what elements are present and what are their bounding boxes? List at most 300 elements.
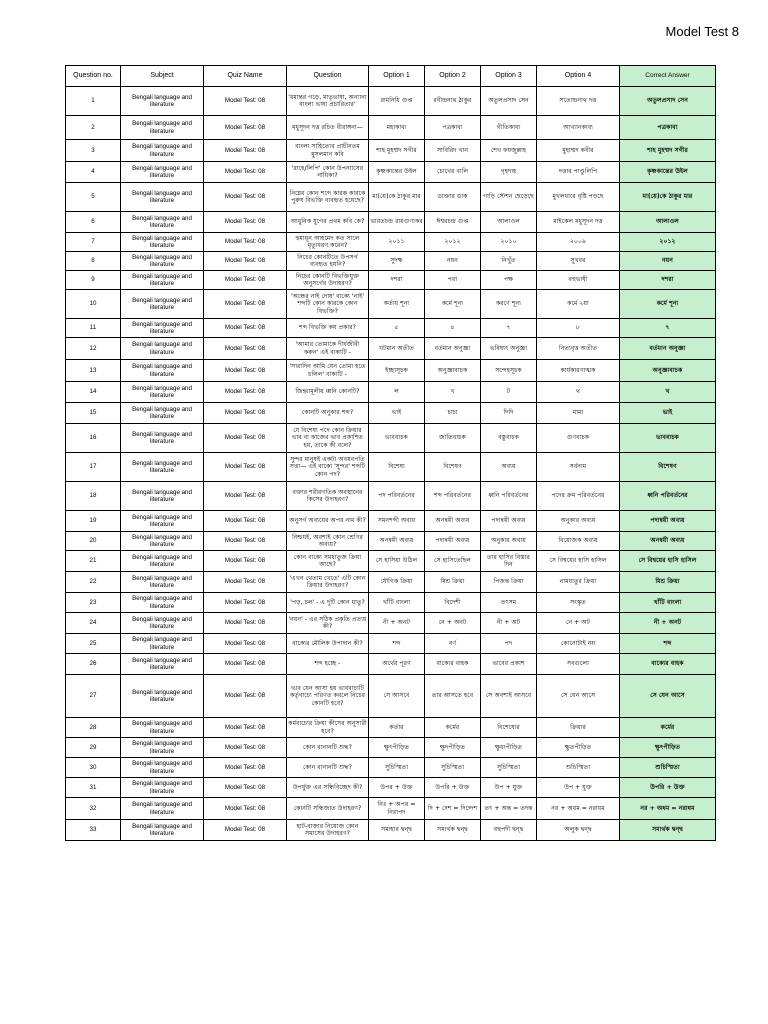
option-4-cell: মামা xyxy=(537,403,620,424)
option-2-cell: শব্দ পরিবর্তনের xyxy=(425,482,481,511)
option-2-cell: ৪ xyxy=(425,319,481,338)
option-4-cell: বিয়োজক অব্যয় xyxy=(537,532,620,551)
question-number-cell: 7 xyxy=(66,233,121,252)
quiz-name-cell: Model Test: 08 xyxy=(204,140,287,162)
question-number-cell: 28 xyxy=(66,718,121,738)
option-3-cell: ২০১০ xyxy=(481,233,537,252)
correct-answer-cell: কৃষ্ণকান্তের উইল xyxy=(620,162,716,183)
option-1-cell: কৃষ্ণকান্তের উইল xyxy=(369,162,425,183)
header-option-3: Option 3 xyxy=(481,66,537,87)
question-text-cell: 'পড়, চল' - এ দুটি কোন ধাতু? xyxy=(287,593,369,613)
option-2-cell: তার আসতে হবে xyxy=(425,675,481,718)
subject-cell: Bengali language and literature xyxy=(121,252,204,271)
table-row xyxy=(66,212,716,233)
quiz-name-cell: Model Test: 08 xyxy=(204,718,287,738)
quiz-name-cell: Model Test: 08 xyxy=(204,233,287,252)
option-2-cell: দি + দেশ = দিগ্দেশ xyxy=(425,798,481,820)
question-number-cell: 13 xyxy=(66,360,121,382)
table-row xyxy=(66,453,716,482)
table-row xyxy=(66,675,716,718)
table-row xyxy=(66,183,716,212)
subject-cell: Bengali language and literature xyxy=(121,758,204,778)
option-3-cell: ট xyxy=(481,382,537,403)
table-row xyxy=(66,634,716,654)
table-row xyxy=(66,593,716,613)
option-3-cell: দিদি xyxy=(481,403,537,424)
correct-answer-cell: সে বিশ্বয়ের হাসি হাসিল xyxy=(620,551,716,572)
option-2-cell: উপরি + উক্ত xyxy=(425,778,481,798)
option-2-cell: নয়ন xyxy=(425,252,481,271)
table-row xyxy=(66,798,716,820)
quiz-name-cell: Model Test: 08 xyxy=(204,738,287,758)
option-3-cell: অব্যয় xyxy=(481,453,537,482)
question-number-cell: 2 xyxy=(66,116,121,140)
option-1-cell: অনন্বয়ী অব্যয় xyxy=(369,532,425,551)
correct-answer-cell: দশরা xyxy=(620,271,716,290)
option-1-cell: উপর + উক্ত xyxy=(369,778,425,798)
question-text-cell: কোন বানানটি শুদ্ধ? xyxy=(287,738,369,758)
subject-cell: Bengali language and literature xyxy=(121,634,204,654)
correct-answer-cell: শাহ মুহম্মদ সগীর xyxy=(620,140,716,162)
option-4-cell: সে যেন আসে xyxy=(537,675,620,718)
correct-answer-cell: ক্ষুৎপীড়িত xyxy=(620,738,716,758)
question-number-cell: 4 xyxy=(66,162,121,183)
option-4-cell: সর্বনাম xyxy=(537,453,620,482)
question-number-cell: 33 xyxy=(66,820,121,841)
question-number-cell: 31 xyxy=(66,778,121,798)
option-1-cell: সমাহার দ্বন্দ্ব xyxy=(369,820,425,841)
quiz-name-cell: Model Test: 08 xyxy=(204,820,287,841)
option-3-cell: বিশেষ্যের xyxy=(481,718,537,738)
option-1-cell: ভারতচন্দ্র রায়গুণাকর xyxy=(369,212,425,233)
option-1-cell: অর্থের পূরণ xyxy=(369,654,425,675)
option-3-cell: নিখুঁত xyxy=(481,252,537,271)
correct-answer-cell: খাঁটি বাংলা xyxy=(620,593,716,613)
question-number-cell: 3 xyxy=(66,140,121,162)
option-2-cell: নে + অনট xyxy=(425,613,481,634)
subject-cell: Bengali language and literature xyxy=(121,572,204,593)
question-number-cell: 8 xyxy=(66,252,121,271)
option-2-cell: কর্মে শূন্য xyxy=(425,290,481,319)
subject-cell: Bengali language and literature xyxy=(121,675,204,718)
question-number-cell: 11 xyxy=(66,319,121,338)
question-text-cell: কোনটি অনুকার শব্দ? xyxy=(287,403,369,424)
option-4-cell: কোনোটাই নয় xyxy=(537,634,620,654)
option-1-cell: কর্তায় শূন্য xyxy=(369,290,425,319)
subject-cell: Bengali language and literature xyxy=(121,798,204,820)
option-4-cell: নিত্যবৃত্ত অতীত xyxy=(537,338,620,360)
option-3-cell: তার হাসির বিস্তার দিন xyxy=(481,551,537,572)
question-text-cell: হাট-বাজার নিয়োজ কোন সমাসের উদাহরণ? xyxy=(287,820,369,841)
option-3-cell: গীতিকাব্য xyxy=(481,116,537,140)
subject-cell: Bengali language and literature xyxy=(121,551,204,572)
correct-answer-cell: পদান্বয়ী অব্যয় xyxy=(620,511,716,532)
question-number-cell: 10 xyxy=(66,290,121,319)
quiz-name-cell: Model Test: 08 xyxy=(204,252,287,271)
question-text-cell: উপর্যুক্ত এর সন্ধিবিচ্ছেদ কী? xyxy=(287,778,369,798)
table-row xyxy=(66,532,716,551)
option-2-cell: ২০১২ xyxy=(425,233,481,252)
question-number-cell: 30 xyxy=(66,758,121,778)
subject-cell: Bengali language and literature xyxy=(121,382,204,403)
option-3-cell: ভাবের প্রকাশ xyxy=(481,654,537,675)
option-2-cell: পত্রকাব্য xyxy=(425,116,481,140)
option-2-cell: রবীন্দ্রনাথ ঠাকুর xyxy=(425,87,481,116)
question-text-cell: 'ধমান্তর গড়ে, মাতৃভাষা, অন্যান্য বাংলা ভাষা প্রচারিতার' xyxy=(287,87,369,116)
subject-cell: Bengali language and literature xyxy=(121,87,204,116)
correct-answer-cell: ২০১২ xyxy=(620,233,716,252)
header-question-no: Question no. xyxy=(66,66,121,87)
table-row xyxy=(66,403,716,424)
question-text-cell: সুন্দর মানুষই একটা অবয়বপতি সত্তা— এই বাক্যে 'সুন্দর' শব্দটি কোন পদ? xyxy=(287,453,369,482)
option-4-cell: নে + অট xyxy=(537,613,620,634)
option-1-cell: ক্ষুৎপীড়িত xyxy=(369,738,425,758)
header-option-1: Option 1 xyxy=(369,66,425,87)
quiz-name-cell: Model Test: 08 xyxy=(204,482,287,511)
option-3-cell: গৃহদাহ xyxy=(481,162,537,183)
table-row xyxy=(66,290,716,319)
question-text-cell: নিম্নের কোন শব্দে কারক কারকে পুরুষ বিভক্তি ব্যবহৃত হয়েছে? xyxy=(287,183,369,212)
question-text-cell: কোন বানানটি শুদ্ধ? xyxy=(287,758,369,778)
question-number-cell: 25 xyxy=(66,634,121,654)
option-2-cell: মিশ্র ক্রিয়া xyxy=(425,572,481,593)
table-row xyxy=(66,482,716,511)
quiz-name-cell: Model Test: 08 xyxy=(204,162,287,183)
option-2-cell: ঈশ্বরচন্দ্র গুপ্ত xyxy=(425,212,481,233)
question-text-cell: অনুসর্গ অব্যয়ের অপর নাম কী? xyxy=(287,511,369,532)
option-4-cell: শুচিস্মিতা xyxy=(537,758,620,778)
option-1-cell: সুদক্ষ xyxy=(369,252,425,271)
question-number-cell: 16 xyxy=(66,424,121,453)
option-3-cell: তৎ + অন্ত = তদন্ত xyxy=(481,798,537,820)
quiz-name-cell: Model Test: 08 xyxy=(204,675,287,718)
correct-answer-cell: নয়ন xyxy=(620,252,716,271)
subject-cell: Bengali language and literature xyxy=(121,532,204,551)
question-number-cell: 21 xyxy=(66,551,121,572)
subject-cell: Bengali language and literature xyxy=(121,338,204,360)
table-row xyxy=(66,424,716,453)
option-4-cell: থ xyxy=(537,382,620,403)
question-number-cell: 24 xyxy=(66,613,121,634)
option-4-cell: নামধাতুর ক্রিয়া xyxy=(537,572,620,593)
quiz-name-cell: Model Test: 08 xyxy=(204,634,287,654)
correct-answer-cell: বিশেষণ xyxy=(620,453,716,482)
question-number-cell: 18 xyxy=(66,482,121,511)
quiz-name-cell: Model Test: 08 xyxy=(204,338,287,360)
subject-cell: Bengali language and literature xyxy=(121,778,204,798)
question-text-cell: 'আমার তোমাকে দীর্ঘজীবী করুন' এই বাক্যটি - xyxy=(287,338,369,360)
option-4-cell: ক্রিয়ার xyxy=(537,718,620,738)
option-3-cell: সে অবশ্যই আসবে xyxy=(481,675,537,718)
option-4-cell: সবগুলো xyxy=(537,654,620,675)
table-row xyxy=(66,116,716,140)
table-row xyxy=(66,654,716,675)
correct-answer-cell: ৭ xyxy=(620,319,716,338)
option-4-cell: অলুক দ্বন্দ্ব xyxy=(537,820,620,841)
option-1-cell: যৌগিক ক্রিয়া xyxy=(369,572,425,593)
quiz-name-cell: Model Test: 08 xyxy=(204,290,287,319)
question-text-cell: নিচের কোনটি বিভক্তিযুক্ত অনুসর্গের উদাহরণ? xyxy=(287,271,369,290)
correct-answer-cell: সমার্থক দ্বন্দ্ব xyxy=(620,820,716,841)
option-3-cell: আলাওল xyxy=(481,212,537,233)
subject-cell: Bengali language and literature xyxy=(121,654,204,675)
option-4-cell: অনুকার অব্যয় xyxy=(537,511,620,532)
quiz-name-cell: Model Test: 08 xyxy=(204,532,287,551)
option-1-cell: দশরা xyxy=(369,271,425,290)
question-text-cell: হুমায়ূন আহমেদ কত সালে মৃত্যুবরণ করেন? xyxy=(287,233,369,252)
option-4-cell: মুহাম্মদ কবীর xyxy=(537,140,620,162)
table-row xyxy=(66,382,716,403)
question-number-cell: 15 xyxy=(66,403,121,424)
question-number-cell: 6 xyxy=(66,212,121,233)
question-number-cell: 22 xyxy=(66,572,121,593)
table-row xyxy=(66,271,716,290)
option-2-cell: অনন্বয়ী অব্যয় xyxy=(425,511,481,532)
subject-cell: Bengali language and literature xyxy=(121,482,204,511)
option-3-cell: সন্দেহসূচক xyxy=(481,360,537,382)
option-2-cell: খ xyxy=(425,382,481,403)
quiz-name-cell: Model Test: 08 xyxy=(204,654,287,675)
question-text-cell: 'অন্ধের নাই দোষ' বাক্যে 'নাই' শব্দটি কোন কারকে কোন বিভক্তি? xyxy=(287,290,369,319)
option-3-cell: ৭ xyxy=(481,319,537,338)
quiz-name-cell: Model Test: 08 xyxy=(204,453,287,482)
question-text-cell: নিচের কোনটিতে উপসর্গ ব্যবহৃত হয়নি? xyxy=(287,252,369,271)
quiz-name-cell: Model Test: 08 xyxy=(204,212,287,233)
table-row xyxy=(66,338,716,360)
question-number-cell: 27 xyxy=(66,675,121,718)
option-3-cell: শেখ ফয়জুল্লাহ xyxy=(481,140,537,162)
quiz-name-cell: Model Test: 08 xyxy=(204,382,287,403)
correct-answer-cell: অতুলপ্রসাদ সেন xyxy=(620,87,716,116)
table-row xyxy=(66,360,716,382)
subject-cell: Bengali language and literature xyxy=(121,511,204,532)
question-table xyxy=(65,65,716,841)
correct-answer-cell: ভাই xyxy=(620,403,716,424)
question-text-cell: 'সারাদিন আমি যেন তোমা হতে চলিল' বাক্যটি - xyxy=(287,360,369,382)
question-text-cell: মধুসূদন দত্ত রচিত বীরাঙ্গনা— xyxy=(287,116,369,140)
question-number-cell: 26 xyxy=(66,654,121,675)
option-2-cell: বিশেষণ xyxy=(425,453,481,482)
option-3-cell: অতুলপ্রসাদ সেন xyxy=(481,87,537,116)
subject-cell: Bengali language and literature xyxy=(121,593,204,613)
option-4-cell: মাইকেল মধুসূদন দত্ত xyxy=(537,212,620,233)
option-4-cell: উপ + যুক্ত xyxy=(537,778,620,798)
question-text-cell: বাংলা সাহিত্যের প্রাচীনতম মুসলমান কবি xyxy=(287,140,369,162)
option-2-cell: ক্ষুদপীড়িত xyxy=(425,738,481,758)
header-row xyxy=(66,66,716,87)
option-3-cell: ধ্বনি পরিবর্তনের xyxy=(481,482,537,511)
subject-cell: Bengali language and literature xyxy=(121,183,204,212)
correct-answer-cell: বাক্যের বাহক xyxy=(620,654,716,675)
option-4-cell: সংস্কৃত xyxy=(537,593,620,613)
quiz-name-cell: Model Test: 08 xyxy=(204,271,287,290)
option-2-cell: সুচিস্মিতা xyxy=(425,758,481,778)
option-1-cell: ইচ্ছাসূচক xyxy=(369,360,425,382)
table-row xyxy=(66,572,716,593)
option-3-cell: করণে শূন্য xyxy=(481,290,537,319)
option-3-cell: পদ xyxy=(481,634,537,654)
table-row xyxy=(66,140,716,162)
table-row xyxy=(66,738,716,758)
question-number-cell: 23 xyxy=(66,593,121,613)
option-4-cell: মুখলধারে বৃষ্টি পড়ছে xyxy=(537,183,620,212)
subject-cell: Bengali language and literature xyxy=(121,424,204,453)
question-text-cell: 'নয়ন' - এর সঠিক প্রকৃতি প্রত্যয় কী? xyxy=(287,613,369,634)
page-title: Model Test 8 xyxy=(665,24,739,39)
correct-answer-cell: নর + অধম = নরাধম xyxy=(620,798,716,820)
option-1-cell: শাহ মুহম্মদ সগীর xyxy=(369,140,425,162)
correct-answer-cell: বর্তমান অনুজ্ঞা xyxy=(620,338,716,360)
option-3-cell: বস্তুবাচক xyxy=(481,424,537,453)
option-2-cell: সাবিরিদ খান xyxy=(425,140,481,162)
option-2-cell: চোখের বালি xyxy=(425,162,481,183)
correct-answer-cell: শুচিস্মিতা xyxy=(620,758,716,778)
option-4-cell: কর্মে ২য়া xyxy=(537,290,620,319)
question-text-cell: কোন বাক্যে সমধাতুজ ক্রিয়া আছে? xyxy=(287,551,369,572)
option-4-cell: গুণবাচক xyxy=(537,424,620,453)
header-option-4: Option 4 xyxy=(537,66,620,87)
question-number-cell: 20 xyxy=(66,532,121,551)
option-4-cell: বহুভাষী xyxy=(537,271,620,290)
question-text-cell: আধুনিক যুগের প্রথম কবি কে? xyxy=(287,212,369,233)
option-3-cell: অনুকার অব্যয় xyxy=(481,532,537,551)
option-1-cell: বিশেষ্য xyxy=(369,453,425,482)
subject-cell: Bengali language and literature xyxy=(121,116,204,140)
question-text-cell: কোনটি সন্ধিজাত উদাহরণ? xyxy=(287,798,369,820)
option-1-cell: ল xyxy=(369,382,425,403)
option-1-cell: ২০১১ xyxy=(369,233,425,252)
option-1-cell: নিঃ + অপর = নিরাপদ xyxy=(369,798,425,820)
header-subject: Subject xyxy=(121,66,204,87)
quiz-name-cell: Model Test: 08 xyxy=(204,778,287,798)
correct-answer-cell: পত্রকাব্য xyxy=(620,116,716,140)
table-body xyxy=(66,87,716,841)
header-option-2: Option 2 xyxy=(425,66,481,87)
question-number-cell: 14 xyxy=(66,382,121,403)
question-text-cell: নিশ্চয়ই, অবশ্যই কোন শ্রেণির অব্যয়? xyxy=(287,532,369,551)
correct-answer-cell: মিশ্র ক্রিয়া xyxy=(620,572,716,593)
question-text-cell: 'এখন থেতাম খেতে' এটি কোন ক্রিয়ার উদাহরণ? xyxy=(287,572,369,593)
option-4-cell: ক্ষুতপীড়িত xyxy=(537,738,620,758)
option-3-cell: নী + অট xyxy=(481,613,537,634)
question-number-cell: 19 xyxy=(66,511,121,532)
subject-cell: Bengali language and literature xyxy=(121,212,204,233)
option-1-cell: পদ পরিবর্তনের xyxy=(369,482,425,511)
quiz-name-cell: Model Test: 08 xyxy=(204,116,287,140)
correct-answer-cell: ধ্বনি পরিবর্তনের xyxy=(620,482,716,511)
table-row xyxy=(66,778,716,798)
question-text-cell: কর্মবাচ্যের ক্রিয়া কীসের অনুসারী হবে? xyxy=(287,718,369,738)
table-row xyxy=(66,718,716,738)
correct-answer-cell: কর্মের xyxy=(620,718,716,738)
correct-answer-cell: অনন্বয়ী অব্যয় xyxy=(620,532,716,551)
correct-answer-cell: উপরি + উক্ত xyxy=(620,778,716,798)
quiz-name-cell: Model Test: 08 xyxy=(204,319,287,338)
option-1-cell: মা(য়ে)কে ঠাকুর মার xyxy=(369,183,425,212)
question-text-cell: বক্তার শরীরগতিক অবস্থানের কিসের উদাহরণ? xyxy=(287,482,369,511)
subject-cell: Bengali language and literature xyxy=(121,233,204,252)
correct-answer-cell: মা(য়ে)কে ঠাকুর মার xyxy=(620,183,716,212)
option-1-cell: কর্তার xyxy=(369,718,425,738)
option-4-cell: পদের ক্রম পরিবর্তনের xyxy=(537,482,620,511)
option-2-cell: কর্মের xyxy=(425,718,481,738)
option-4-cell: ২০০৯ xyxy=(537,233,620,252)
question-number-cell: 29 xyxy=(66,738,121,758)
option-1-cell: নী + অনট xyxy=(369,613,425,634)
subject-cell: Bengali language and literature xyxy=(121,140,204,162)
subject-cell: Bengali language and literature xyxy=(121,613,204,634)
correct-answer-cell: নী + অনট xyxy=(620,613,716,634)
correct-answer-cell: আলাওল xyxy=(620,212,716,233)
subject-cell: Bengali language and literature xyxy=(121,403,204,424)
option-2-cell: সমার্থক দ্বন্দ্ব xyxy=(425,820,481,841)
option-4-cell: সে বিশ্বয়ের হাসি হাসিল xyxy=(537,551,620,572)
option-4-cell: কার্যকারণাত্মক xyxy=(537,360,620,382)
option-3-cell: পিজন্ত ক্রিয়া xyxy=(481,572,537,593)
option-2-cell: জাতিবাচক xyxy=(425,424,481,453)
option-3-cell: উপ + যুক্ত xyxy=(481,778,537,798)
option-1-cell: শব্দ xyxy=(369,634,425,654)
option-3-cell: সুচিস্মিতা xyxy=(481,758,537,778)
option-3-cell: গাড়ি স্টেশন ছেড়েছে xyxy=(481,183,537,212)
subject-cell: Bengali language and literature xyxy=(121,820,204,841)
option-1-cell: খাঁটি বাংলা xyxy=(369,593,425,613)
option-1-cell: সমনশব্দী অব্যয় xyxy=(369,511,425,532)
table-row xyxy=(66,162,716,183)
correct-answer-cell: ভাববাচক xyxy=(620,424,716,453)
option-3-cell: তৎসম xyxy=(481,593,537,613)
header-question: Question xyxy=(287,66,369,87)
header-quiz-name: Quiz Name xyxy=(204,66,287,87)
table-row xyxy=(66,820,716,841)
option-2-cell: পদান্বয়ী অব্যয় xyxy=(425,532,481,551)
question-number-cell: 12 xyxy=(66,338,121,360)
question-text-cell: শব্দ হচ্ছে - xyxy=(287,654,369,675)
table-row xyxy=(66,319,716,338)
subject-cell: Bengali language and literature xyxy=(121,319,204,338)
quiz-name-cell: Model Test: 08 xyxy=(204,758,287,778)
quiz-name-cell: Model Test: 08 xyxy=(204,183,287,212)
quiz-name-cell: Model Test: 08 xyxy=(204,403,287,424)
option-1-cell: ভাই xyxy=(369,403,425,424)
subject-cell: Bengali language and literature xyxy=(121,718,204,738)
question-text-cell: যে বিশেষ্য পদে কোন ক্রিয়ার ভাব বা কাজের ভাব প্রকাশিত হয়, তাকে কী বলে? xyxy=(287,424,369,453)
option-3-cell: পদান্বয়ী অব্যয় xyxy=(481,511,537,532)
option-3-cell: ভবিষ্যৎ অনুজ্ঞা xyxy=(481,338,537,360)
option-3-cell: ক্ষুধাপীড়িত xyxy=(481,738,537,758)
quiz-name-cell: Model Test: 08 xyxy=(204,360,287,382)
option-4-cell: নর + অধম = নরাধম xyxy=(537,798,620,820)
table-row xyxy=(66,511,716,532)
header-correct-answer: Correct Answer xyxy=(620,66,716,87)
subject-cell: Bengali language and literature xyxy=(121,271,204,290)
option-1-cell: মহাকাব্য xyxy=(369,116,425,140)
option-4-cell: আখ্যানকাব্য xyxy=(537,116,620,140)
option-2-cell: পরা xyxy=(425,271,481,290)
option-1-cell: সুচিস্মিতা xyxy=(369,758,425,778)
correct-answer-cell: খ xyxy=(620,382,716,403)
question-text-cell: ভাব যেন আসা হয় ভাববাচ্যটি কর্তৃবাচ্যে পরিণত করলে নিচের কোনটি হবে? xyxy=(287,675,369,718)
table-row xyxy=(66,233,716,252)
correct-answer-cell: সে যেন আসে xyxy=(620,675,716,718)
question-text-cell: 'রাহে/লিপি' কোন উপন্যাসের নায়িকা? xyxy=(287,162,369,183)
quiz-name-cell: Model Test: 08 xyxy=(204,798,287,820)
correct-answer-cell: অনুজ্ঞাবাচক xyxy=(620,360,716,382)
quiz-name-cell: Model Test: 08 xyxy=(204,424,287,453)
question-number-cell: 5 xyxy=(66,183,121,212)
correct-answer-cell: কর্মে শূন্য xyxy=(620,290,716,319)
subject-cell: Bengali language and literature xyxy=(121,290,204,319)
